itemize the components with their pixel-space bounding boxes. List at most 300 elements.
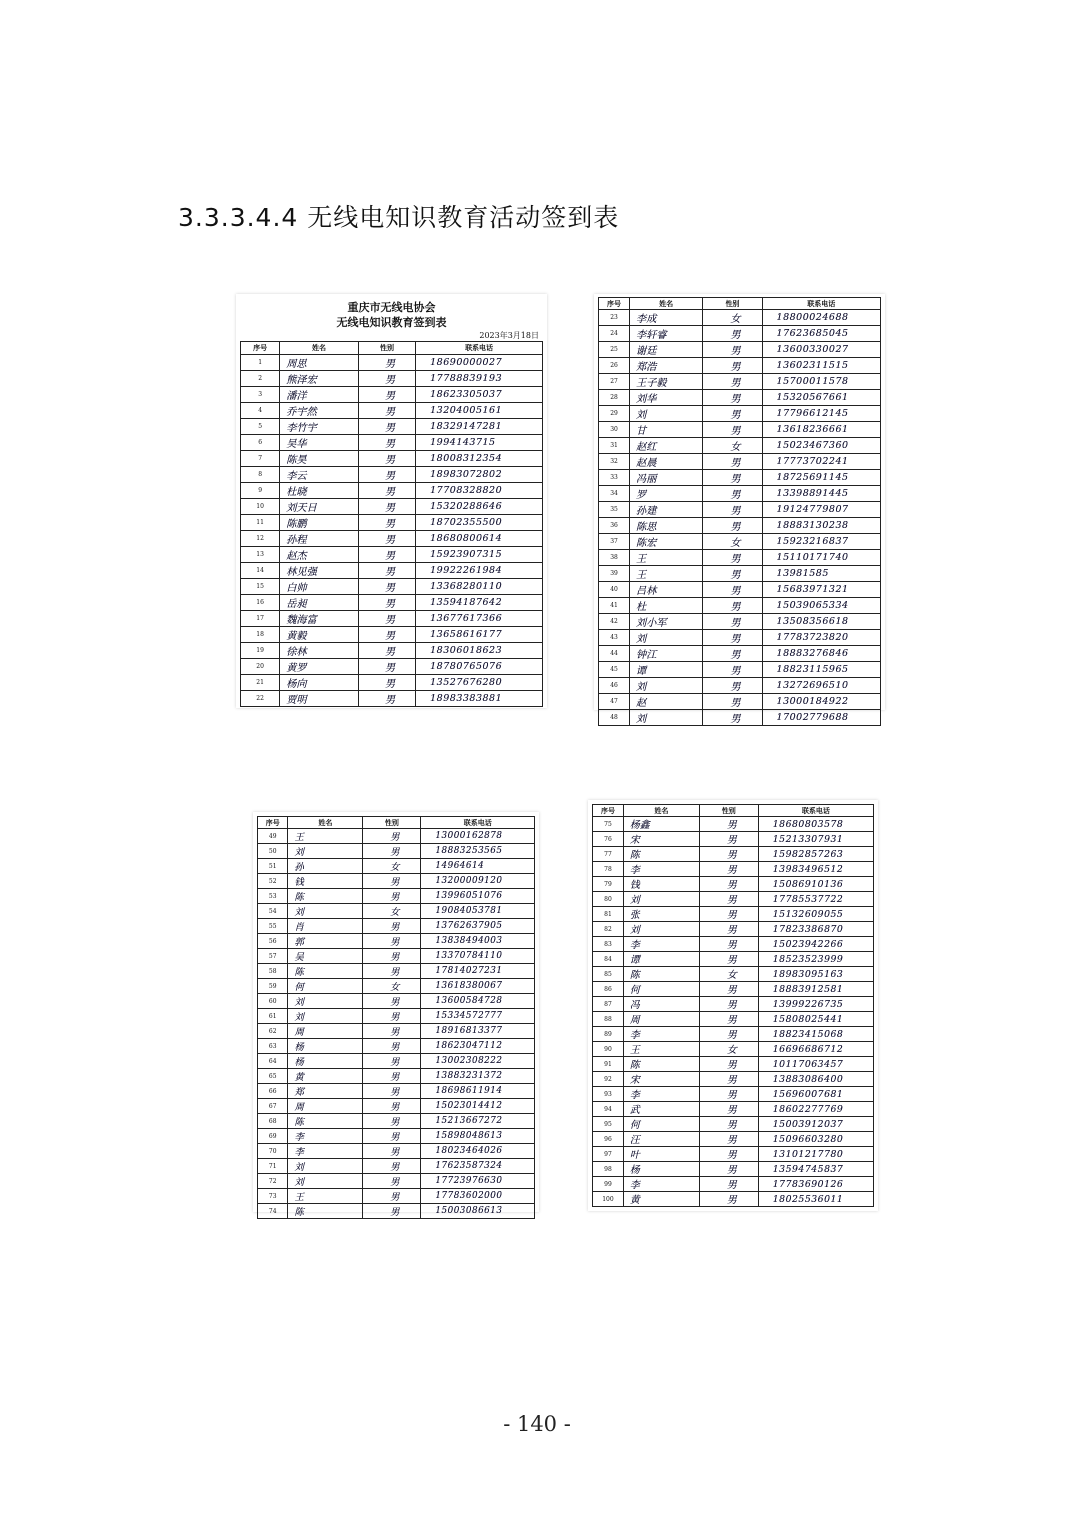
table-row <box>593 1162 874 1177</box>
row-number: 77 <box>593 847 624 862</box>
table-row <box>599 502 881 518</box>
signature-name: 杨 <box>623 1162 699 1177</box>
signature-phone: 13368280110 <box>416 579 543 595</box>
table-row <box>258 1069 535 1084</box>
signature-gender: 女 <box>363 979 421 994</box>
signature-phone: 18725691145 <box>762 470 880 486</box>
table-row <box>599 358 881 374</box>
signature-name: 陈 <box>288 964 363 979</box>
signature-phone: 13602311515 <box>762 358 880 374</box>
signature-phone: 13883231372 <box>421 1069 535 1084</box>
signature-gender: 男 <box>363 1054 421 1069</box>
signature-phone: 13600584728 <box>421 994 535 1009</box>
signature-name: 刘 <box>288 1159 363 1174</box>
row-number: 86 <box>593 982 624 997</box>
signature-name: 武 <box>623 1102 699 1117</box>
signature-gender: 男 <box>699 922 758 937</box>
signature-name: 杨 <box>288 1054 363 1069</box>
signature-gender: 男 <box>358 451 415 467</box>
signature-gender: 男 <box>699 1132 758 1147</box>
signature-name: 冯 <box>623 997 699 1012</box>
signature-phone: 18623305037 <box>416 387 543 403</box>
row-number: 57 <box>258 949 288 964</box>
row-number: 17 <box>241 611 280 627</box>
signature-phone: 18702355500 <box>416 515 543 531</box>
signature-name: 何 <box>288 979 363 994</box>
signature-gender: 男 <box>699 1087 758 1102</box>
table-row <box>593 1087 874 1102</box>
signature-gender: 男 <box>358 691 415 707</box>
signature-name: 赵红 <box>630 438 703 454</box>
row-number: 7 <box>241 451 280 467</box>
signature-name: 李云 <box>280 467 359 483</box>
signature-phone: 18780765076 <box>416 659 543 675</box>
signature-name: 黄 <box>623 1192 699 1207</box>
signature-phone: 18680800614 <box>416 531 543 547</box>
signature-name: 赵杰 <box>280 547 359 563</box>
table-row <box>593 832 874 847</box>
signature-phone: 13838494003 <box>421 934 535 949</box>
signature-name: 刘 <box>630 406 703 422</box>
table-row <box>593 997 874 1012</box>
row-number: 92 <box>593 1072 624 1087</box>
signature-phone: 14964614 <box>421 859 535 874</box>
signature-name: 刘 <box>630 710 703 726</box>
signature-name: 陈鹏 <box>280 515 359 531</box>
row-number: 84 <box>593 952 624 967</box>
signature-gender: 女 <box>703 310 762 326</box>
table-row <box>241 467 543 483</box>
signature-gender: 男 <box>699 817 758 832</box>
row-number: 39 <box>599 566 630 582</box>
signature-name: 谭 <box>630 662 703 678</box>
signature-phone: 10117063457 <box>758 1057 873 1072</box>
row-number: 76 <box>593 832 624 847</box>
row-number: 96 <box>593 1132 624 1147</box>
table-row <box>599 422 881 438</box>
signature-gender: 女 <box>699 1042 758 1057</box>
table-row <box>599 326 881 342</box>
signature-name: 王 <box>288 1189 363 1204</box>
signature-name: 黄 <box>288 1069 363 1084</box>
row-number: 52 <box>258 874 288 889</box>
row-number: 82 <box>593 922 624 937</box>
row-number: 61 <box>258 1009 288 1024</box>
signature-phone: 15096603280 <box>758 1132 873 1147</box>
row-number: 24 <box>599 326 630 342</box>
signature-phone: 15700011578 <box>762 374 880 390</box>
table-row <box>258 829 535 844</box>
signature-phone: 18008312354 <box>416 451 543 467</box>
signin-sheet-4 <box>588 800 878 1211</box>
table-row <box>258 1204 535 1219</box>
signature-phone: 13996051076 <box>421 889 535 904</box>
signature-name: 陈思 <box>630 518 703 534</box>
table-row <box>258 1114 535 1129</box>
signature-gender: 女 <box>703 534 762 550</box>
table-row <box>599 694 881 710</box>
signature-gender: 男 <box>363 964 421 979</box>
signature-phone: 18823415068 <box>758 1027 873 1042</box>
signature-gender: 男 <box>358 419 415 435</box>
table-row <box>599 406 881 422</box>
signature-name: 周思 <box>280 355 359 371</box>
signature-gender: 男 <box>363 949 421 964</box>
row-number: 94 <box>593 1102 624 1117</box>
signature-name: 刘 <box>630 630 703 646</box>
signature-name: 孙程 <box>280 531 359 547</box>
signature-gender: 男 <box>699 907 758 922</box>
signature-name: 汪 <box>623 1132 699 1147</box>
row-number: 33 <box>599 470 630 486</box>
section-title: 3.3.3.4.4 无线电知识教育活动签到表 <box>178 203 620 232</box>
signature-phone: 13000162878 <box>421 829 535 844</box>
row-number: 73 <box>258 1189 288 1204</box>
row-number: 41 <box>599 598 630 614</box>
signature-gender: 男 <box>703 390 762 406</box>
signature-name: 叶 <box>623 1147 699 1162</box>
signature-gender: 男 <box>699 1117 758 1132</box>
signature-phone: 18306018623 <box>416 643 543 659</box>
signature-gender: 男 <box>363 844 421 859</box>
table-row <box>593 907 874 922</box>
signature-phone: 18023464026 <box>421 1144 535 1159</box>
signature-gender: 男 <box>363 1144 421 1159</box>
row-number: 62 <box>258 1024 288 1039</box>
signature-gender: 男 <box>358 547 415 563</box>
signature-gender: 男 <box>699 1177 758 1192</box>
row-number: 93 <box>593 1087 624 1102</box>
header-phone: 联系电话 <box>416 342 543 355</box>
signature-gender: 男 <box>703 374 762 390</box>
signature-gender: 男 <box>699 1162 758 1177</box>
header-name: 姓名 <box>623 805 699 817</box>
signature-gender: 男 <box>358 659 415 675</box>
row-number: 80 <box>593 892 624 907</box>
signature-phone: 17783723820 <box>762 630 880 646</box>
row-number: 19 <box>241 643 280 659</box>
table-row <box>593 1027 874 1042</box>
signature-gender: 男 <box>363 1204 421 1219</box>
signature-phone: 13999226735 <box>758 997 873 1012</box>
signature-gender: 男 <box>703 662 762 678</box>
signature-phone: 18523523999 <box>758 952 873 967</box>
signature-phone: 13527676280 <box>416 675 543 691</box>
signature-gender: 男 <box>363 1024 421 1039</box>
signature-name: 岳昶 <box>280 595 359 611</box>
table-row <box>241 579 543 595</box>
signature-name: 陈 <box>623 847 699 862</box>
row-number: 26 <box>599 358 630 374</box>
row-number: 43 <box>599 630 630 646</box>
signature-name: 刘 <box>623 892 699 907</box>
signature-phone: 18883253565 <box>421 844 535 859</box>
table-row <box>241 371 543 387</box>
signature-name: 周 <box>288 1099 363 1114</box>
signature-phone: 1994143715 <box>416 435 543 451</box>
header-no: 序号 <box>241 342 280 355</box>
signature-phone: 18800024688 <box>762 310 880 326</box>
signature-name: 宋 <box>623 1072 699 1087</box>
row-number: 11 <box>241 515 280 531</box>
table-row <box>593 937 874 952</box>
sheet-date: 2023年3月18日 <box>479 331 539 340</box>
signature-phone: 13883086400 <box>758 1072 873 1087</box>
signature-name: 魏海富 <box>280 611 359 627</box>
signature-phone: 13002308222 <box>421 1054 535 1069</box>
row-number: 50 <box>258 844 288 859</box>
signature-gender: 男 <box>358 579 415 595</box>
table-row <box>258 859 535 874</box>
signature-phone: 15898048613 <box>421 1129 535 1144</box>
signature-phone: 15023014412 <box>421 1099 535 1114</box>
signature-name: 刘 <box>630 678 703 694</box>
row-number: 99 <box>593 1177 624 1192</box>
table-row <box>258 1084 535 1099</box>
signature-phone: 17783690126 <box>758 1177 873 1192</box>
signature-gender: 男 <box>703 358 762 374</box>
row-number: 78 <box>593 862 624 877</box>
signature-gender: 男 <box>703 710 762 726</box>
row-number: 51 <box>258 859 288 874</box>
signature-phone: 13677617366 <box>416 611 543 627</box>
row-number: 36 <box>599 518 630 534</box>
signature-name: 钱 <box>623 877 699 892</box>
table-row <box>258 1174 535 1189</box>
table-row <box>241 451 543 467</box>
signature-phone: 15039065334 <box>762 598 880 614</box>
table-row <box>258 1024 535 1039</box>
row-number: 44 <box>599 646 630 662</box>
row-number: 75 <box>593 817 624 832</box>
signature-gender: 女 <box>363 859 421 874</box>
signature-gender: 男 <box>358 435 415 451</box>
signature-phone: 13000184922 <box>762 694 880 710</box>
table-row <box>258 1144 535 1159</box>
table-row <box>593 1012 874 1027</box>
table-row <box>241 547 543 563</box>
signature-phone: 18983072802 <box>416 467 543 483</box>
signature-phone: 17823386870 <box>758 922 873 937</box>
signature-gender: 男 <box>363 1189 421 1204</box>
table-row <box>241 643 543 659</box>
signature-phone: 13370784110 <box>421 949 535 964</box>
signature-phone: 18983095163 <box>758 967 873 982</box>
signature-phone: 15320567661 <box>762 390 880 406</box>
header-gender: 性别 <box>703 298 762 310</box>
signature-phone: 18916813377 <box>421 1024 535 1039</box>
signature-name: 熊泽宏 <box>280 371 359 387</box>
signature-gender: 男 <box>703 502 762 518</box>
signature-gender: 男 <box>358 627 415 643</box>
signature-phone: 19922261984 <box>416 563 543 579</box>
signature-phone: 15982857263 <box>758 847 873 862</box>
signature-name: 杨鑫 <box>623 817 699 832</box>
signature-gender: 男 <box>363 1039 421 1054</box>
table-row <box>593 1117 874 1132</box>
table-row <box>241 403 543 419</box>
signature-gender: 男 <box>363 1114 421 1129</box>
signature-phone: 15023467360 <box>762 438 880 454</box>
signature-name: 李成 <box>630 310 703 326</box>
table-header-row <box>599 298 881 310</box>
table-row <box>599 646 881 662</box>
table-row <box>599 566 881 582</box>
signature-name: 刘 <box>288 904 363 919</box>
row-number: 6 <box>241 435 280 451</box>
table-row <box>258 934 535 949</box>
signature-name: 黄毅 <box>280 627 359 643</box>
signature-gender: 男 <box>699 1102 758 1117</box>
signature-phone: 13981585 <box>762 566 880 582</box>
row-number: 12 <box>241 531 280 547</box>
table-row <box>599 390 881 406</box>
signature-name: 李竹宇 <box>280 419 359 435</box>
sheet-org: 重庆市无线电协会 <box>347 301 436 314</box>
signature-name: 何 <box>623 982 699 997</box>
signin-sheet-1 <box>236 294 547 708</box>
signature-name: 周 <box>623 1012 699 1027</box>
table-row <box>599 678 881 694</box>
table-row <box>599 310 881 326</box>
signature-gender: 男 <box>703 646 762 662</box>
signature-name: 肖 <box>288 919 363 934</box>
row-number: 70 <box>258 1144 288 1159</box>
row-number: 45 <box>599 662 630 678</box>
signature-phone: 17002779688 <box>762 710 880 726</box>
signature-gender: 男 <box>699 1072 758 1087</box>
table-row <box>241 627 543 643</box>
row-number: 90 <box>593 1042 624 1057</box>
signature-name: 陈 <box>288 1114 363 1129</box>
signature-gender: 男 <box>363 829 421 844</box>
signature-name: 宋 <box>623 832 699 847</box>
row-number: 81 <box>593 907 624 922</box>
table-row <box>241 611 543 627</box>
table-row <box>593 862 874 877</box>
row-number: 53 <box>258 889 288 904</box>
signature-gender: 男 <box>358 403 415 419</box>
signature-name: 李 <box>623 1087 699 1102</box>
signature-phone: 18983383881 <box>416 691 543 707</box>
signature-name: 贾明 <box>280 691 359 707</box>
table-row <box>593 1177 874 1192</box>
signature-phone: 15003086613 <box>421 1204 535 1219</box>
signature-phone: 13594745837 <box>758 1162 873 1177</box>
table-row <box>241 659 543 675</box>
signature-phone: 13272696510 <box>762 678 880 694</box>
signature-phone: 18690000027 <box>416 355 543 371</box>
signature-gender: 男 <box>363 874 421 889</box>
signature-phone: 15320288646 <box>416 499 543 515</box>
row-number: 40 <box>599 582 630 598</box>
signin-table <box>598 297 881 726</box>
table-row <box>241 435 543 451</box>
row-number: 65 <box>258 1069 288 1084</box>
row-number: 5 <box>241 419 280 435</box>
row-number: 69 <box>258 1129 288 1144</box>
signature-name: 甘 <box>630 422 703 438</box>
signature-name: 李轩睿 <box>630 326 703 342</box>
row-number: 71 <box>258 1159 288 1174</box>
table-row <box>241 531 543 547</box>
signature-name: 刘 <box>288 1174 363 1189</box>
header-name: 姓名 <box>280 342 359 355</box>
signature-gender: 男 <box>703 566 762 582</box>
row-number: 32 <box>599 454 630 470</box>
signature-name: 郑 <box>288 1084 363 1099</box>
table-row <box>599 550 881 566</box>
signature-gender: 男 <box>703 470 762 486</box>
row-number: 54 <box>258 904 288 919</box>
signature-phone: 17783602000 <box>421 1189 535 1204</box>
row-number: 98 <box>593 1162 624 1177</box>
signature-name: 杜晓 <box>280 483 359 499</box>
signature-name: 李 <box>623 1027 699 1042</box>
signature-name: 刘 <box>623 922 699 937</box>
table-row <box>241 563 543 579</box>
signature-phone: 18025536011 <box>758 1192 873 1207</box>
signature-phone: 17785537722 <box>758 892 873 907</box>
table-row <box>599 470 881 486</box>
signin-table <box>592 804 874 1207</box>
table-row <box>593 1042 874 1057</box>
signature-name: 陈昊 <box>280 451 359 467</box>
table-row <box>241 595 543 611</box>
signature-name: 刘 <box>288 1009 363 1024</box>
signature-phone: 18823115965 <box>762 662 880 678</box>
signature-gender: 男 <box>358 371 415 387</box>
signature-name: 陈宏 <box>630 534 703 550</box>
signature-name: 张 <box>623 907 699 922</box>
signature-gender: 女 <box>363 904 421 919</box>
table-row <box>258 964 535 979</box>
signature-gender: 男 <box>358 675 415 691</box>
table-row <box>241 499 543 515</box>
signature-name: 王 <box>288 829 363 844</box>
signature-name: 吴华 <box>280 435 359 451</box>
signature-gender: 男 <box>363 1009 421 1024</box>
table-row <box>593 1132 874 1147</box>
table-row <box>593 892 874 907</box>
signature-phone: 13508356618 <box>762 614 880 630</box>
signature-phone: 15696007681 <box>758 1087 873 1102</box>
signature-name: 谢廷 <box>630 342 703 358</box>
signature-phone: 17788839193 <box>416 371 543 387</box>
row-number: 72 <box>258 1174 288 1189</box>
signature-name: 林见强 <box>280 563 359 579</box>
signature-name: 陈 <box>288 889 363 904</box>
signature-gender: 男 <box>699 1057 758 1072</box>
signin-table <box>257 816 535 1219</box>
row-number: 100 <box>593 1192 624 1207</box>
signature-gender: 男 <box>699 862 758 877</box>
signature-phone: 13983496512 <box>758 862 873 877</box>
signature-name: 乔宇然 <box>280 403 359 419</box>
signature-gender: 男 <box>699 1027 758 1042</box>
signature-name: 陈 <box>623 967 699 982</box>
table-row <box>599 486 881 502</box>
signature-phone: 15683971321 <box>762 582 880 598</box>
table-row <box>593 952 874 967</box>
signin-sheet-2 <box>594 294 885 725</box>
row-number: 34 <box>599 486 630 502</box>
row-number: 89 <box>593 1027 624 1042</box>
signature-gender: 男 <box>358 531 415 547</box>
table-row <box>258 1039 535 1054</box>
signin-sheet-3 <box>253 812 539 1218</box>
signature-gender: 男 <box>699 982 758 997</box>
